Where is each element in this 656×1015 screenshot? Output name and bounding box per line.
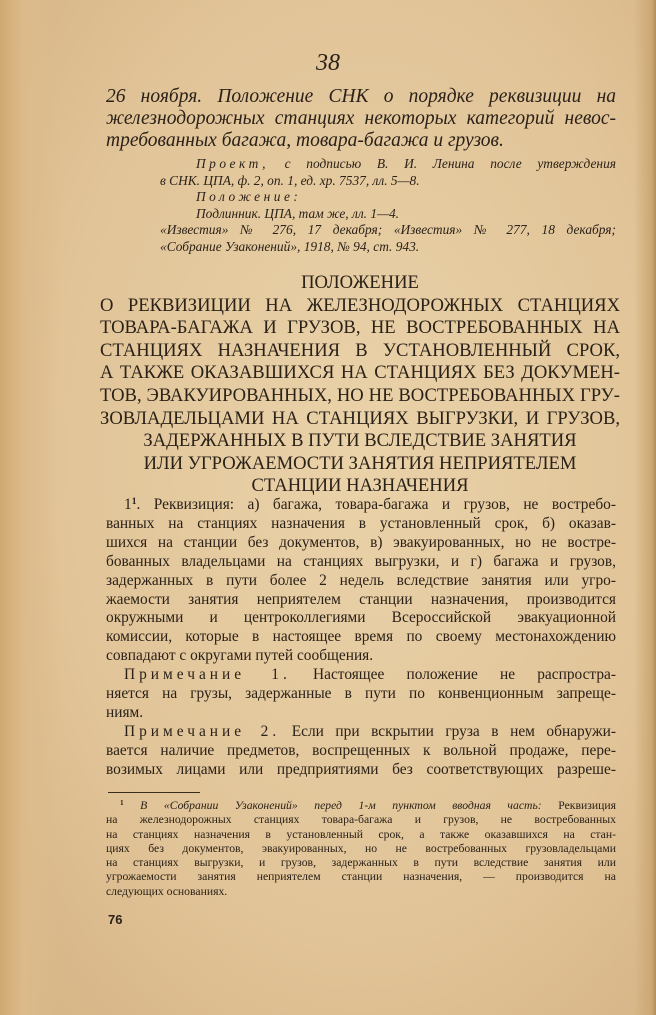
note-1-line: ниям. <box>106 703 144 721</box>
page-edge-shadow <box>634 0 656 1015</box>
note-1-label: Примечание 1. <box>124 666 291 684</box>
article-1-line: жаемости занятия неприятелем станции назначения, производится <box>106 590 616 608</box>
page-folio: 76 <box>108 912 123 927</box>
article-1-line: шихся на станции без документов, в) эвакуированных, но не востре- <box>106 533 616 551</box>
source-note <box>160 156 616 256</box>
article-1-line: окружными и центроколлегиями Всероссийской эвакуационной <box>106 609 616 627</box>
footnote-line: угрожаемости занятия неприятелем станции назначения, — производится на <box>106 870 616 884</box>
footnote-italic-intro: В «Собрании Узаконений» перед 1-м пунктом вводная часть: <box>123 799 542 812</box>
title-line: СТАНЦИЯХ НАЗНАЧЕНИЯ В УСТАНОВЛЕННЫЙ СРОК, <box>100 339 620 361</box>
footnote-line: на железнодорожных станциях товара-багажа и грузов, не востребованных <box>106 813 616 827</box>
footnote-line: следующих основаниях. <box>106 884 228 898</box>
document-body <box>106 496 616 780</box>
source-draft-archive: в СНК. ЦПА, ф. 2, оп. 1, ед. хр. 7537, лл. 5—8. <box>160 172 420 188</box>
title-line: СТАНЦИИ НАЗНАЧЕНИЯ <box>251 475 469 497</box>
note-2-line: возимых лицами или предприятиями без соответствующих разреше- <box>106 760 616 778</box>
title-line: О РЕКВИЗИЦИИ НА ЖЕЛЕЗНОДОРОЖНЫХ СТАНЦИЯХ <box>100 294 620 316</box>
article-1-line: задержанных в пути более 2 недель вследствие занятия или угро- <box>106 571 616 589</box>
source-original: Подлинник. ЦПА, там же, лл. 1—4. <box>196 205 400 221</box>
title-line: ЗАДЕРЖАННЫХ В ПУТИ ВСЛЕДСТВИЕ ЗАНЯТИЯ <box>143 430 577 452</box>
document-heading <box>106 86 616 152</box>
article-1-line: совпадают с округами путей сообщения. <box>106 647 374 665</box>
heading-line: 26 ноября. Положение СНК о порядке реквизиции на <box>106 86 616 107</box>
article-number: 1 <box>124 496 132 513</box>
heading-line: требованных багажа, товара-багажа и грузов. <box>106 130 504 151</box>
note-1-line: няется на грузы, задержанные в пути по конвенционным запреще- <box>106 685 616 703</box>
article-1-line: бованных владельцами на станциях выгрузки, и г) багажа и грузов, <box>106 552 616 570</box>
title-line: ЗОВЛАДЕЛЬЦАМИ НА СТАНЦИЯХ ВЫГРУЗКИ, И ГРУЗОВ, <box>100 407 620 429</box>
title-line: ПОЛОЖЕНИЕ <box>301 272 419 293</box>
draft-description: с подписью В. И. Ленина после утверждения <box>284 156 616 171</box>
title-line: ТОВАРА-БАГАЖА И ГРУЗОВ, НЕ ВОСТРЕБОВАННЫХ НА <box>100 317 620 339</box>
footnote-line: циях без документов, эвакуированных, но не востребованных грузовладельцами <box>106 841 616 855</box>
page-gutter-shadow <box>0 0 60 1015</box>
title-line: ИЛИ УГРОЖАЕМОСТИ ЗАНЯТИЯ НЕПРИЯТЕЛЕМ <box>143 452 577 474</box>
heading-line: железнодорожных станциях некоторых категорий невос- <box>106 108 616 129</box>
title-line: А ТАКЖЕ ОКАЗАВШИХСЯ НА СТАНЦИЯХ БЕЗ ДОКУМЕН- <box>100 362 620 384</box>
source-izvestia: «Известия» № 276, 17 декабря; «Известия» № 277, 18 декабря; <box>160 222 616 238</box>
article-1-line: комиссии, которые в настоящее время по своему местонахождению <box>106 628 616 646</box>
footnote <box>106 799 616 899</box>
note-1-first-line: Примечание 1. Настоящее положение не распростра- <box>124 666 616 684</box>
note-2-line: вается наличие предметов, воспрещенных к вольной продаже, пере- <box>106 741 616 759</box>
footnote-first-line: $^1$ В «Собрании Узаконений» перед 1-м пунктом вводная часть: Реквизиция <box>120 799 616 812</box>
source-draft-line <box>160 156 616 173</box>
footnote-mark: 1 <box>120 799 124 808</box>
footnote-reference[interactable]: 1 <box>131 495 137 507</box>
document-number: 38 <box>316 50 340 76</box>
note-2-first-line: Примечание 2. Если при вскрытии груза в нем обнаружи- <box>124 722 617 740</box>
article-1-line: ванных на станциях назначения в установленный срок, б) оказав- <box>106 514 616 532</box>
note-2-label: Примечание 2. <box>124 722 281 740</box>
footnote-divider <box>108 792 200 793</box>
source-published-label: Положение: <box>196 189 302 205</box>
draft-label: Проект, <box>196 156 269 171</box>
footnote-line: на станциях назначения в установленный срок, а также оказавшихся на стан- <box>106 827 616 841</box>
title-line: ТОВ, ЭВАКУИРОВАННЫХ, НО НЕ ВОСТРЕБОВАННЫХ ГРУ- <box>100 384 620 406</box>
document-title <box>100 272 620 498</box>
article-1-first-line: $1^1$. Реквизиция: а) багажа, товара-багажа и грузов, не востребо- <box>124 495 616 513</box>
source-sobranie: «Собрание Узаконений», 1918, № 94, ст. 943. <box>160 238 420 254</box>
footnote-line: на станциях выгрузки, и грузов, задержанных в пути вследствие занятия или <box>106 856 616 870</box>
